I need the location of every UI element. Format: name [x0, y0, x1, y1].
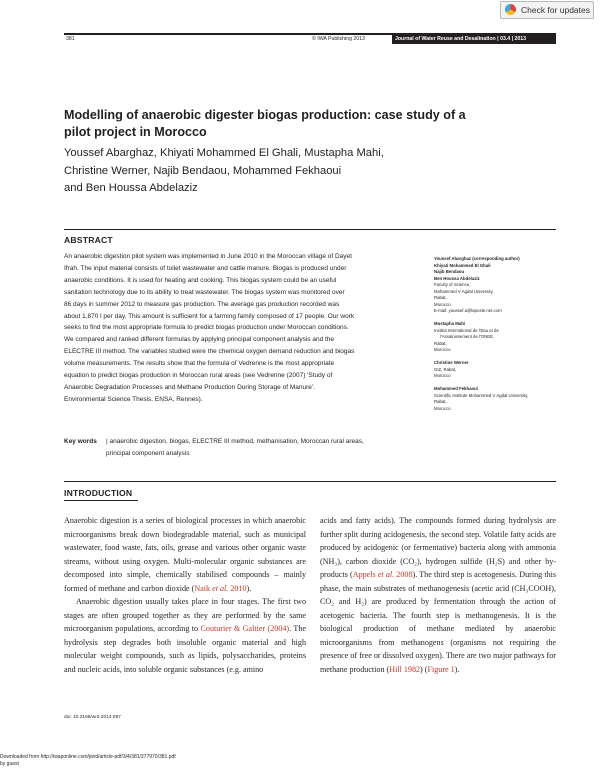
- affiliation-block: [434, 360, 560, 380]
- abstract-line: An anaerobic digestion pilot system was implemented in June 2010 in the Moroccan village of Dayet: [64, 253, 352, 260]
- affiliation-line: Scientific Institute Mohammed V Agdal University,: [434, 392, 529, 398]
- affiliation-line: Mohammed V Agdal University,: [434, 288, 494, 294]
- citation-link[interactable]: Hill 1982: [389, 664, 421, 674]
- author-list: [64, 145, 444, 198]
- abstract-heading: ABSTRACT: [64, 235, 113, 245]
- abstract-line: volume measurements. The results show that the formula of Vedrenne is the most appropriate: [64, 360, 335, 368]
- affiliation-line: Morocco: [434, 301, 451, 307]
- affiliation-author: Ben Houssa Abdelaziz: [434, 275, 480, 281]
- author-line: and Ben Houssa Abdelaziz: [64, 182, 198, 194]
- download-note: Downloaded from http://iwaponline.com/jwrd/article-pdf/3/4/381/377970/381.pdf: [0, 754, 176, 760]
- abstract-rule: [64, 229, 556, 230]
- affiliation-author: Mustapha Mahi: [434, 321, 466, 326]
- abstract-line: We compared and ranked different formulas by applying principal component analysis and the: [64, 336, 335, 344]
- abstract-line: equation to predict biogas production in Moroccan rural areas (see Vedrenne (2007) 'Study of: [64, 372, 333, 380]
- abstract-line: ELECTRE III method. The variables studied were the chemical oxygen demand reduction and biogas: [64, 348, 355, 356]
- abstract-line: Anaerobic Degradation Processes and Methane Production During Storage of Manure'.: [64, 383, 315, 391]
- check-for-updates-label: Check for updates: [521, 5, 590, 15]
- keywords-text: [106, 436, 426, 460]
- paragraph-text: ) (: [420, 664, 428, 674]
- paragraph: [320, 514, 556, 676]
- affiliation-author: Youssef Abarghaz (corresponding author): [434, 256, 520, 261]
- affiliation-author: Christine Werner: [434, 360, 469, 365]
- paragraph-text: ).: [246, 583, 252, 593]
- keywords-line: principal component analysis: [106, 449, 190, 457]
- introduction-rule: [64, 481, 556, 482]
- affiliation-line: Rabat,: [434, 399, 447, 404]
- keywords-line: | anaerobic digestion, biogas, ELECTRE III method, methanisation, Moroccan rural areas,: [106, 438, 364, 445]
- citation-link[interactable]: Naik et al. 2010: [194, 583, 247, 593]
- abstract-line: Ifrah. The input material consists of toilet wastewater and cattle manure. Biogas is produced under: [64, 264, 347, 272]
- introduction-heading: INTRODUCTION: [64, 488, 133, 498]
- keywords-label: Key words: [64, 438, 97, 445]
- paragraph: [64, 595, 306, 676]
- doi: doi: 10.2166/wrd.2013.097: [64, 715, 121, 720]
- affiliation-line: Institut International de l'Eau et de: [434, 327, 499, 333]
- affiliation-author: Khiyati Mohammed El Ghali: [434, 262, 491, 268]
- introduction-underline: [64, 500, 138, 501]
- abstract-line: about 1,870 l per day. This amount is sufficient for a farming family composed of 17 people. Our work: [64, 312, 355, 320]
- introduction-left-column: [64, 514, 306, 676]
- citation-link[interactable]: Appels et al. 2008: [352, 570, 413, 579]
- affiliation-line: GIZ, Rabat,: [434, 366, 457, 372]
- copyright: © IWA Publishing 2013: [312, 36, 365, 42]
- journal-name: Journal of Water Reuse and Desalination: [395, 36, 496, 42]
- download-note-guest: by guest: [0, 761, 19, 767]
- affiliation-line: Morocco: [434, 405, 451, 411]
- paragraph-text: ). The third step is acetogenesis. During this phase, the main substrates of methanogenesis (acetic acid (CH₃COOH), CO₂ and H₂) are produced by fermentation through the action of acetogenic bacteria. The fourth step is methanogenesis. It is the biological production of methane mediated by anaerobic microorganisms from methanogens (organisms not requiring the presence of free or dissolved oxygen). There are two major pathways for methane production (: [320, 570, 557, 674]
- affiliation-line: Morocco: [434, 373, 451, 378]
- affiliation-block: [434, 256, 560, 315]
- paragraph-text: ).: [454, 664, 460, 674]
- affiliation-author: Najib Bendaou: [434, 269, 465, 274]
- article-title: Modelling of anaerobic digester biogas production: case study of a pilot project in Morocco: [64, 108, 466, 139]
- paragraph-text: . The hydrolysis step degrades both insoluble organic material and high molecular weight compounds, such as lipids, polysaccharides, proteins and nucleic acids, into soluble organic substances (e.g. amino: [64, 624, 306, 674]
- abstract-line: seeks to find the most appropriate formula to predict biogas production under Moroccan conditions.: [64, 324, 349, 332]
- affiliation-line: E-mail: youssef.a@laposte.net.com: [434, 308, 502, 313]
- affiliation-block: [434, 321, 560, 354]
- page-number: 381: [66, 36, 75, 42]
- check-for-updates-button[interactable]: [500, 1, 594, 19]
- paragraph-text: Anaerobic digestion is a series of biological processes in which anaerobic microorganisms break down biodegradable material, such as municipal wastewater, food waste, fats, oils, grease and various other organic waste streams, without using oxygen. Multi-molecular organic substances are decomposed into simple, chemically stabilised compounds – mainly formed of methane and carbon dioxide (: [64, 516, 306, 593]
- citation-link[interactable]: Couturier & Galtier (2004): [200, 624, 290, 633]
- introduction-right-column: [320, 514, 556, 676]
- affiliation-line: Faculty of Science,: [434, 282, 471, 287]
- citation-link[interactable]: Figure 1: [427, 664, 455, 674]
- abstract-line: Environmental Science Thesis. ENSA, Rennes).: [64, 395, 203, 403]
- paragraph-text: acids and fatty acids). The compounds formed during hydrolysis are further split during acidogenesis, the second step. Volatile fatty acids are produced by acidogenic (or fermentative) bacteria along with ammonia (NH₃), carbon dioxide (CO₂), hydrogen sulfide (H₂S) and other by-products (: [320, 516, 556, 579]
- affiliation-author: Mohammed Fekhaoui: [434, 386, 478, 391]
- paragraph: [64, 514, 306, 595]
- journal-year: 2013: [514, 36, 527, 42]
- author-line: Youssef Abarghaz, Khiyati Mohammed El Ghali, Mustapha Mahi,: [64, 147, 384, 159]
- journal-bar: Journal of Water Reuse and Desalination | 03.4 | 2013: [392, 35, 556, 44]
- affiliations: [434, 256, 560, 419]
- crossmark-icon: [505, 4, 516, 15]
- affiliation-line: Rabat,: [434, 340, 447, 346]
- abstract-line: 86 days in summer 2012 to measure gas production. The average gas production recorded was: [64, 300, 340, 308]
- paragraph-text: Anaerobic digestion usually takes place in four stages. The first two stages are often grouped together as they are performed by the same microorganism populations, according to: [64, 597, 306, 633]
- abstract-text: [64, 251, 426, 406]
- author-line: Christine Werner, Najib Bendaou, Mohammed Fekhaoui: [64, 164, 342, 177]
- affiliation-block: [434, 386, 560, 412]
- abstract-line: sanitation technology due to its ability to treat wastewater. The biogas system was monitored over: [64, 288, 345, 296]
- abstract-line: anaerobic conditions. It is used for heating and cooking. This biogas system could be an useful: [64, 276, 337, 284]
- affiliation-line: l'Assainissement de l'ONEE,: [440, 334, 495, 339]
- affiliation-line: Rabat,: [434, 295, 447, 300]
- volume-issue: 03.4: [500, 36, 511, 42]
- affiliation-line: Morocco: [434, 347, 451, 352]
